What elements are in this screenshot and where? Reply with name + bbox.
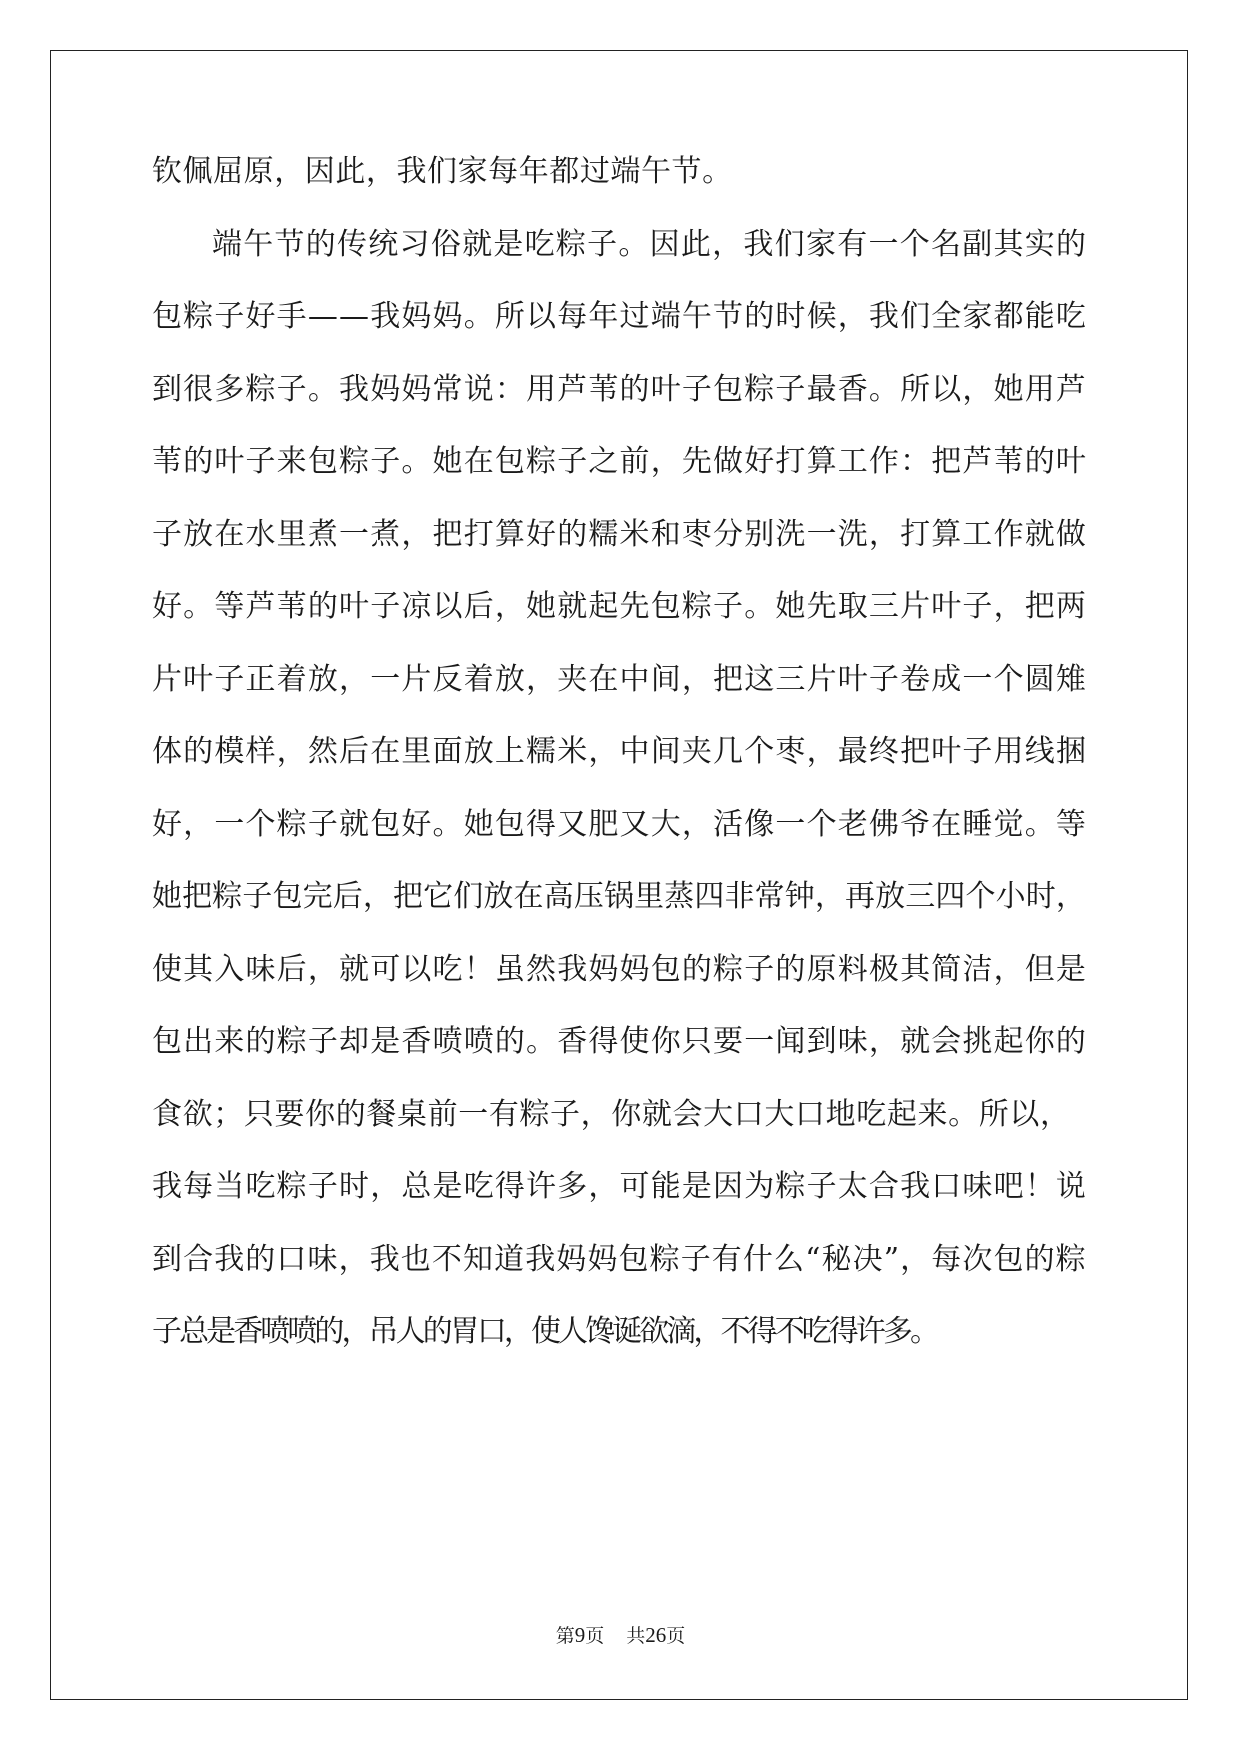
- page-suffix: 页: [585, 1625, 605, 1647]
- paragraph-line: 子放在水里煮一煮，把打算好的糯米和枣分别洗一洗，打算工作就做: [152, 517, 1088, 552]
- paragraph-line: 端午节的传统习俗就是吃粽子。因此，我们家有一个名副其实的: [212, 227, 1088, 262]
- paragraph-line: 包粽子好手——我妈妈。所以每年过端午节的时候，我们全家都能吃: [152, 299, 1088, 334]
- paragraph-line: 好，一个粽子就包好。她包得又肥又大，活像一个老佛爷在睡觉。等: [152, 807, 1088, 842]
- paragraph-line: 我每当吃粽子时，总是吃得许多，可能是因为粽子太合我口味吧！说: [152, 1169, 1088, 1204]
- paragraph-line: 到合我的口味，我也不知道我妈妈包粽子有什么“秘决”，每次包的粽: [152, 1242, 1087, 1277]
- paragraph-line: 片叶子正着放，一片反着放，夹在中间，把这三片叶子卷成一个圆雉: [152, 662, 1088, 697]
- paragraph-line: 包出来的粽子却是香喷喷的。香得使你只要一闻到味，就会挑起你的: [152, 1024, 1088, 1059]
- paragraph-line: 使其入味后，就可以吃！虽然我妈妈包的粽子的原料极其简洁，但是: [152, 952, 1088, 987]
- page-footer: [0, 1622, 1241, 1649]
- paragraph-line: 体的模样，然后在里面放上糯米，中间夹几个枣，最终把叶子用线捆: [152, 734, 1088, 769]
- paragraph-line: 她把粽子包完后，把它们放在高压锅里蒸四非常钟，再放三四个小时，: [152, 879, 1087, 914]
- total-prefix: 共: [626, 1625, 646, 1647]
- page-prefix: 第: [555, 1625, 575, 1647]
- paragraph-line: 钦佩屈原，因此，我们家每年都过端午节。: [152, 154, 733, 189]
- paragraph-line: 子总是香喷喷的，吊人的胃口，使人馋诞欲滴，不得不吃得许多。: [152, 1314, 938, 1349]
- paragraph-line: 苇的叶子来包粽子。她在包粽子之前，先做好打算工作：把芦苇的叶: [152, 444, 1088, 479]
- total-suffix: 页: [666, 1625, 686, 1647]
- page-number: 9: [574, 1623, 586, 1647]
- paragraph-line: 到很多粽子。我妈妈常说：用芦苇的叶子包粽子最香。所以，她用芦: [152, 372, 1088, 407]
- paragraph-line: 食欲；只要你的餐桌前一有粽子，你就会大口大口地吃起来。所以，: [152, 1097, 1071, 1132]
- paragraph-line: 好。等芦苇的叶子凉以后，她就起先包粽子。她先取三片叶子，把两: [152, 589, 1088, 624]
- total-pages: 26: [645, 1623, 667, 1647]
